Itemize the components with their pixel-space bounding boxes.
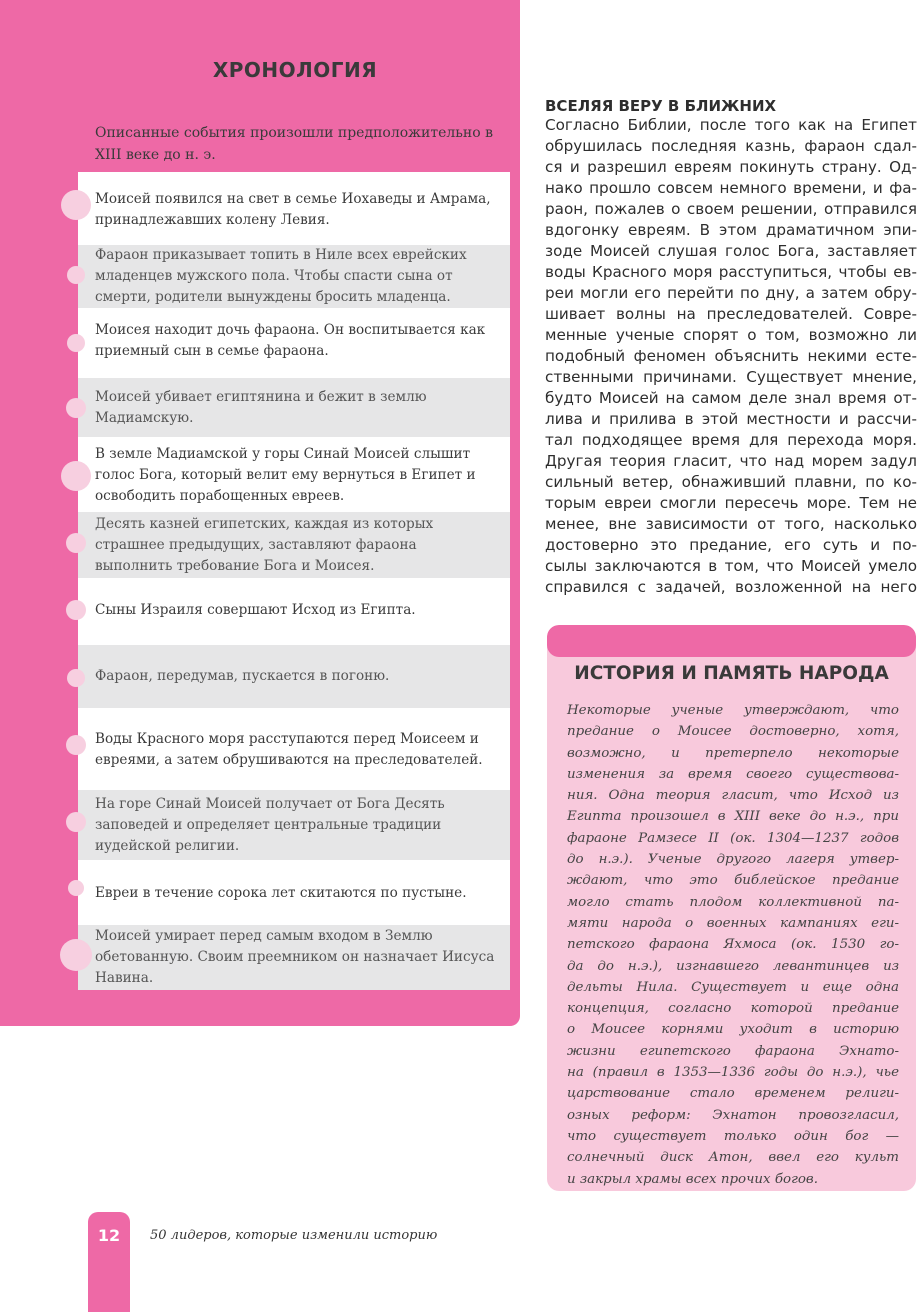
timeline-bullet <box>68 880 84 896</box>
text-line: до н.э.). Ученые другого лагеря утвер- <box>567 852 899 868</box>
text-line: воды Красного моря расступиться, чтобы ев- <box>545 263 917 281</box>
text-line: да до н.э.), изгнавшего левантинцев из <box>567 958 899 974</box>
timeline-event-text: Моисея находит дочь фараона. Он воспитывается как приемный сын в семье фараона. <box>95 322 486 359</box>
text-line: обрушилась последняя казнь, фараон сдал- <box>545 137 917 155</box>
text-line: справился с задачей, возложенной на него <box>545 578 917 596</box>
text-line: менее, вне зависимости от того, насколько <box>545 515 917 533</box>
text-line: ся и разрешил евреям покинуть страну. Од- <box>545 158 917 176</box>
text-line: царствование стало временем религи- <box>567 1086 899 1102</box>
text-line: Другая теория гласит, что над морем задул <box>545 452 917 470</box>
timeline-bullet <box>61 190 91 220</box>
text-line: возможно, и претерпело некоторые <box>567 745 899 761</box>
timeline-bullet <box>66 533 86 553</box>
timeline-event <box>78 790 510 860</box>
text-line: сылы заключаются в том, что Моисей умело <box>545 557 917 575</box>
text-line: о Моисее корнями уходит в историю <box>567 1022 899 1038</box>
timeline-event <box>78 245 510 308</box>
text-line: Некоторые ученые утверждают, что <box>567 703 899 718</box>
timeline-bullet <box>66 600 86 620</box>
text-line: достоверно это предание, его суть и по- <box>545 536 917 554</box>
text-line: и закрыл храмы всех прочих богов. <box>567 1171 818 1187</box>
timeline-event <box>78 710 510 790</box>
timeline-event-text: Фараон, передумав, пускается в погоню. <box>95 668 390 684</box>
timeline-event <box>78 580 510 640</box>
text-line: торым евреи смогли пересечь море. Тем не <box>545 494 917 512</box>
sidebar-box-heading: ИСТОРИЯ И ПАМЯТЬ НАРОДА <box>574 663 889 684</box>
timeline-bullet <box>66 398 86 418</box>
text-line: зоде Моисей слушая голос Бога, заставляет <box>545 242 917 260</box>
timeline-event-text: Евреи в течение сорока лет скитаются по пустыне. <box>95 885 467 901</box>
text-line: что существует только один бог — <box>567 1128 899 1144</box>
text-line: жизни египетского фараона Эхнато- <box>567 1043 899 1059</box>
timeline-event-text: Моисей появился на свет в семье Иохаведы и Амрама, принадлежавших колену Левия. <box>95 191 491 228</box>
text-line: нако прошло совсем немного времени, и фа- <box>545 179 917 197</box>
timeline-event <box>78 862 510 925</box>
text-line: озных реформ: Эхнатон провозгласил, <box>567 1107 899 1123</box>
text-line: менные ученые спорят о том, возможно ли <box>545 326 917 344</box>
timeline-event <box>78 378 510 437</box>
text-line: ждают, что это библейское предание <box>567 873 899 889</box>
text-line: Египта произошел в XIII веке до н.э., при <box>567 809 899 825</box>
timeline-bullet <box>67 334 85 352</box>
text-line: будто Моисей на самом деле знал время от- <box>545 389 917 407</box>
text-line: фараоне Рамзесе II (ок. 1304—1237 годов <box>567 830 899 846</box>
timeline-bullet <box>67 266 85 284</box>
timeline-bullet <box>67 669 85 687</box>
timeline-event-text: Десять казней египетских, каждая из которых страшнее предыдущих, заставляют фараона выполнить требование Бога и Моисея. <box>95 515 434 574</box>
text-line: ния. Одна теория гласит, что Исход из <box>567 788 899 804</box>
chronology-intro: Описанные события произошли предположительно в XIII веке до н. э. <box>95 125 494 163</box>
text-line: могло стать плодом коллективной па- <box>567 894 899 910</box>
book-title: 50 лидеров, которые изменили историю <box>150 1228 438 1243</box>
timeline-bullet <box>60 939 92 971</box>
timeline-bullet <box>61 461 91 491</box>
text-line: концепция, согласно которой предание <box>567 1001 899 1017</box>
text-line: ственными причинами. Существует мнение, <box>545 368 917 386</box>
timeline-event-text: Фараон приказывает топить в Ниле всех еврейских младенцев мужского пола. Чтобы спасти сына от смерти, родители вынуждены бросить младенца. <box>95 247 467 305</box>
text-line: предание о Моисее достоверно, хотя, <box>567 724 899 740</box>
text-line: Согласно Библии, после того как на Египет <box>545 116 917 134</box>
timeline-event <box>78 180 510 240</box>
text-line: на (правил в 1353—1336 годы до н.э.), чье <box>567 1065 899 1081</box>
text-line: изменения за время своего существова- <box>567 766 899 782</box>
text-line: раон, пожалев о своем решении, отправился <box>545 200 917 218</box>
timeline-bullet <box>66 812 86 832</box>
sidebar-box-bar <box>547 625 916 657</box>
timeline-event-text: Моисей умирает перед самым входом в Землю обетованную. Своим преемником он назначает Иисуса Навина. <box>95 928 495 986</box>
timeline-event-text: На горе Синай Моисей получает от Бога Десять заповедей и определяет центральные традиции иудейской религии. <box>95 795 445 854</box>
timeline-bullet <box>66 735 86 755</box>
sidebar-box-body <box>567 700 899 1190</box>
text-line: шивает волны на преследователей. Совре- <box>545 305 917 323</box>
text-line: петского фараона Яхмоса (ок. 1530 го- <box>567 937 899 953</box>
timeline-event-text: Моисей убивает египтянина и бежит в землю Мадиамскую. <box>95 388 427 426</box>
chronology-title: ХРОНОЛОГИЯ <box>212 58 378 82</box>
timeline-event <box>78 645 510 708</box>
text-line: подобный феномен объяснить некими есте- <box>545 347 917 365</box>
article-heading: ВСЕЛЯЯ ВЕРУ В БЛИЖНИХ <box>545 97 777 115</box>
timeline-event-text: В земле Мадиамской у горы Синай Моисей слышит голос Бога, который велит ему вернуться в Египет и освободить порабощенных евреев. <box>95 445 476 504</box>
text-line: сильный ветер, обнаживший плавни, по ко- <box>545 473 917 491</box>
timeline-event <box>78 512 510 578</box>
timeline-event-text: Сыны Израиля совершают Исход из Египта. <box>95 601 416 618</box>
text-line: реи могли его перейти по дну, а затем обру- <box>545 284 917 302</box>
text-line: мяти народа о военных кампаниях еги- <box>567 915 899 931</box>
timeline-event <box>78 925 510 990</box>
text-line: тал подходящее время для перехода моря. <box>545 431 917 449</box>
timeline-event <box>78 440 510 510</box>
text-line: вдогонку евреям. В этом драматичном эпи- <box>545 221 917 239</box>
text-line: дельты Нила. Существует и еще одна <box>567 979 899 995</box>
page-number: 12 <box>97 1226 121 1245</box>
timeline-event-text: Воды Красного моря расступаются перед Моисеем и евреями, а затем обрушиваются на преследователей. <box>95 731 483 768</box>
text-line: солнечный диск Атон, ввел его культ <box>567 1150 899 1166</box>
text-line: лива и прилива в этой местности и рассчи- <box>545 410 917 428</box>
article-body <box>545 115 917 598</box>
timeline-event <box>78 312 510 370</box>
chronology-list <box>78 172 510 990</box>
